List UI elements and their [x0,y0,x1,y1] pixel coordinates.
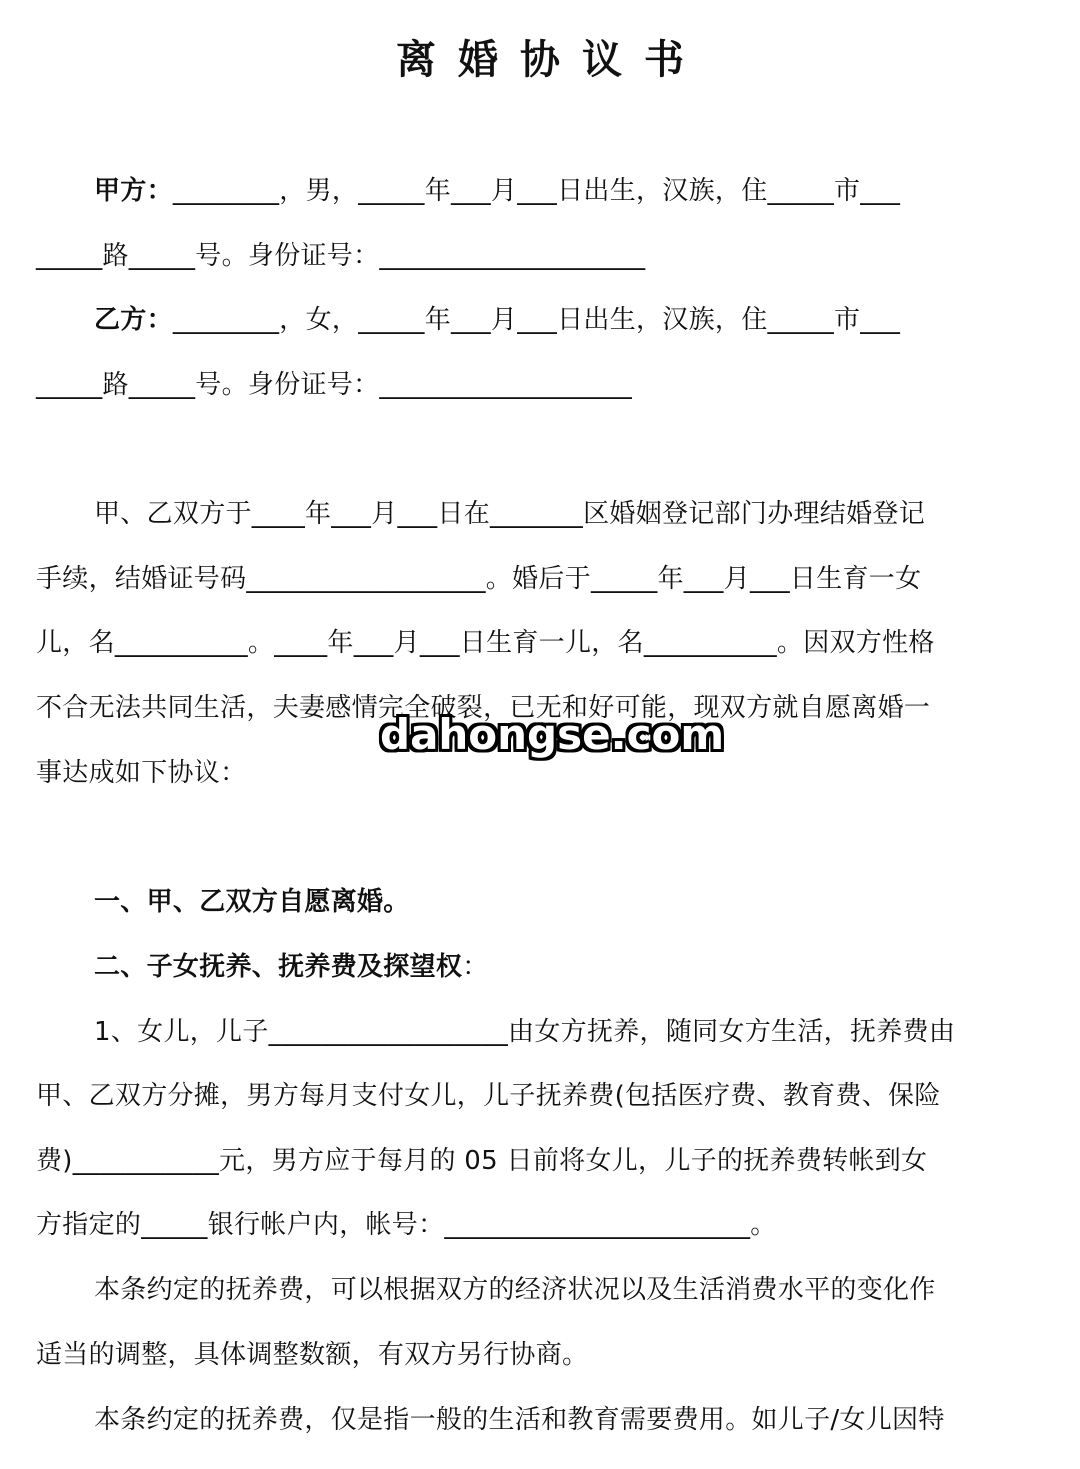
general-fee-line: 本条约定的抚养费，仅是指一般的生活和教育需要费用。如儿子/女儿因特 [94,1405,945,1435]
party-b-info: ________，女，_____年___月___日出生，汉族，住_____市___ [172,305,901,335]
intro-line: 手续，结婚证号码__________________。婚后于_____年___月___日生育一女 [36,564,922,594]
document-title: 离婚协议书 [396,37,706,83]
party-b-line-1 [94,300,1046,340]
watermark: dahongse.com [380,710,725,759]
party-b-line-2: _____路_____号。身份证号：___________________ [36,370,633,400]
clause-2-line: 1、女儿，儿子__________________由女方抚养，随同女方生活，抚养费由 [94,1017,956,1047]
intro-line: 甲、乙双方于____年___月___日在_______区婚姻登记部门办理结婚登记 [94,499,926,529]
clause-2-heading-line [94,947,1046,987]
party-b-label: 乙方： [94,305,173,335]
party-a-label: 甲方： [94,176,173,206]
party-a-line-2: _____路_____号。身份证号：____________________ [36,241,646,271]
clause-2-line: 方指定的_____银行帐户内，帐号：_______________________。 [36,1210,777,1240]
adjust-line: 本条约定的抚养费，可以根据双方的经济状况以及生活消费水平的变化作 [94,1275,936,1305]
adjust-line: 适当的调整，具体调整数额，有双方另行协商。 [36,1340,589,1370]
intro-line: 不合无法共同生活，夫妻感情完全破裂，已无和好可能，现双方就自愿离婚一 [36,693,931,723]
clause-2-heading: 二、子女抚养、抚养费及探望权 [94,952,463,982]
clause-1: 一、甲、乙双方自愿离婚。 [94,887,410,917]
clause-2-colon: ： [462,952,489,982]
intro-line: 儿，名__________。____年___月___日生育一儿，名__________。因双方性格 [36,628,935,658]
intro-line: 事达成如下协议： [36,758,247,788]
clause-2-line: 费)___________元，男方应于每月的 05 日前将女儿，儿子的抚养费转帐到女 [36,1146,928,1176]
party-a-line-1 [94,171,1046,211]
clause-2-line: 甲、乙双方分摊，男方每月支付女儿，儿子抚养费(包括医疗费、教育费、保险 [36,1081,941,1111]
party-a-info: ________，男，_____年___月___日出生，汉族，住_____市___ [172,176,901,206]
